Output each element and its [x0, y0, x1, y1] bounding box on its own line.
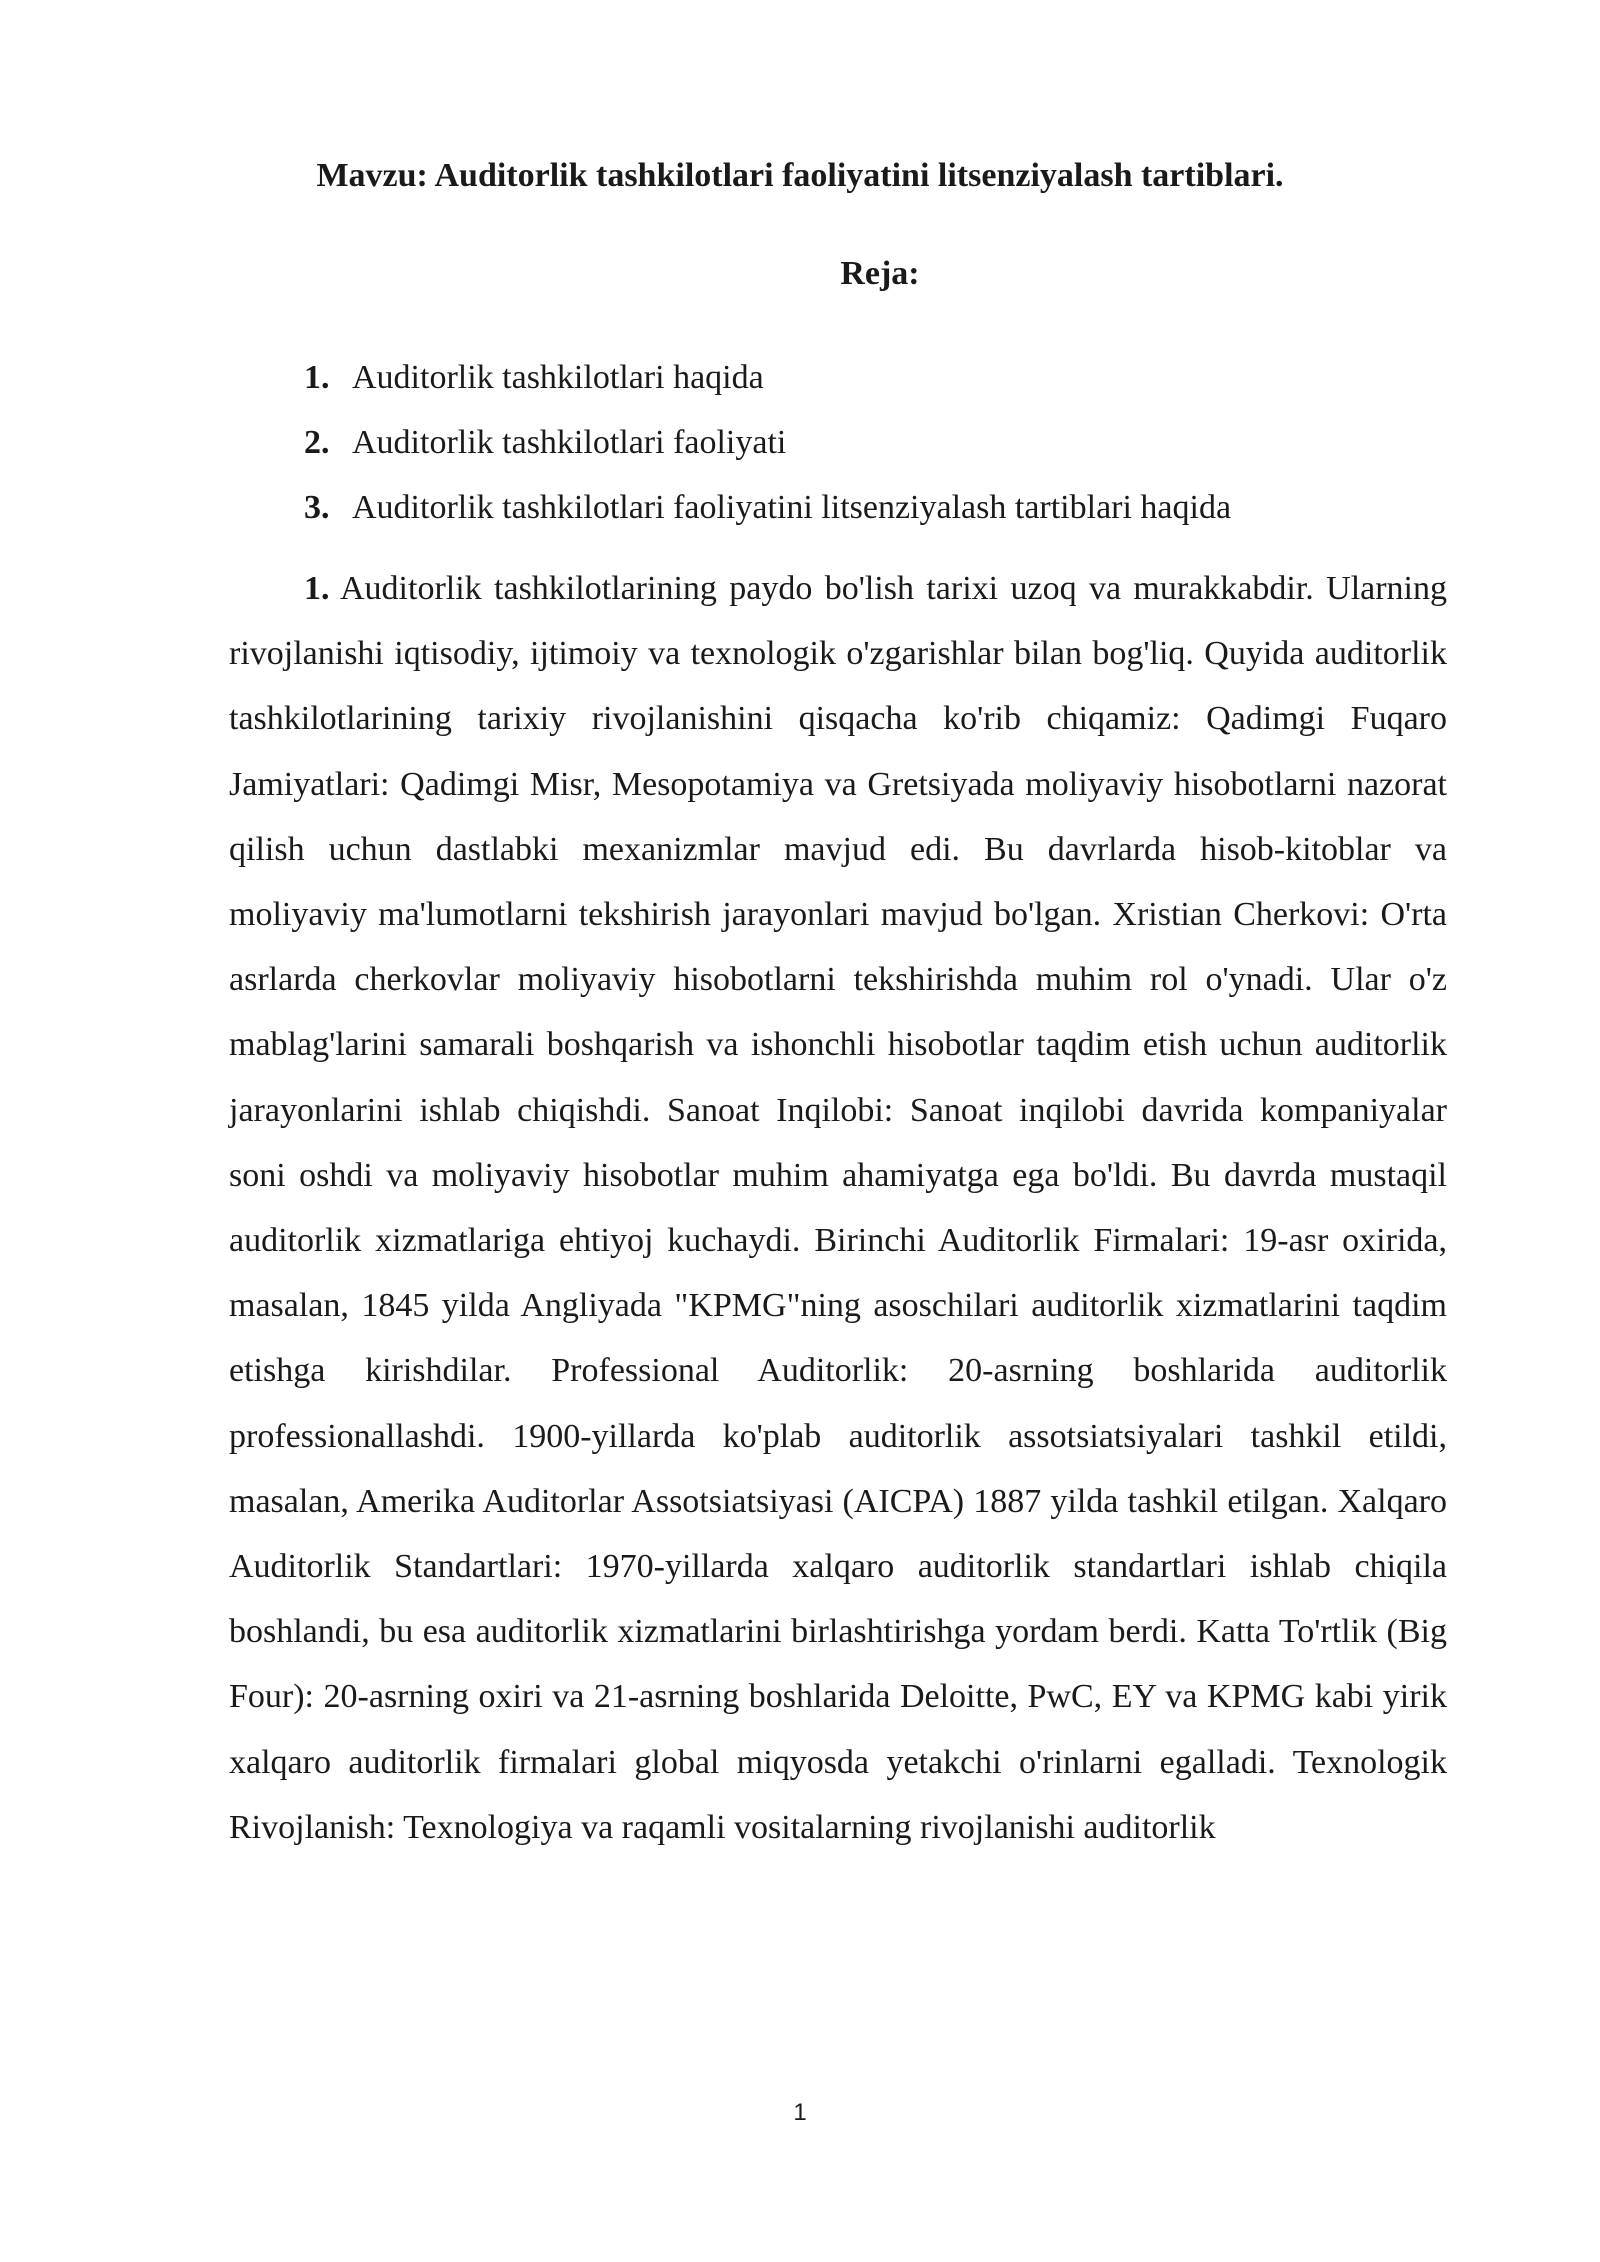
page-title: Mavzu: Auditorlik tashkilotlari faoliyatini litsenziyalash tartiblari.: [316, 157, 1284, 194]
plan-item: [304, 475, 1231, 540]
plan-item: [304, 345, 1231, 410]
page-number: 1: [793, 2099, 807, 2126]
plan-item-text: Auditorlik tashkilotlari faoliyati: [352, 424, 787, 461]
body-paragraph: [229, 556, 1447, 1860]
plan-item: [304, 410, 1231, 475]
section-number: 1.: [304, 570, 330, 607]
plan-item-text: Auditorlik tashkilotlari haqida: [352, 359, 764, 396]
plan-item-number: 3.: [304, 489, 330, 526]
plan-item-text: Auditorlik tashkilotlari faoliyatini litsenziyalash tartiblari haqida: [352, 489, 1232, 526]
plan-list: [304, 345, 1231, 540]
plan-item-number: 1.: [304, 359, 330, 396]
plan-heading: Reja:: [840, 255, 920, 292]
body-text: Auditorlik tashkilotlarining paydo bo'lish tarixi uzoq va murakkabdir. Ularning rivojlanishi iqtisodiy, ijtimoiy va texnologik o'zgarishlar bilan bog'liq. Quyida auditorlik tashkilotlarining tarixiy rivojlanishini qisqacha ko'rib chiqamiz: Qadimgi Fuqaro Jamiyatlari: Qadimgi Misr, Mesopotamiya va Gretsiyada moliyaviy hisobotlarni nazorat qilish uchun dastlabki mexanizmlar mavjud edi. Bu davrlarda hisob-kitoblar va moliyaviy ma'lumotlarni tekshirish jarayonlari mavjud bo'lgan. Xristian Cherkovi: O'rta asrlarda cherkovlar moliyaviy hisobotlarni tekshirishda muhim rol o'ynadi. Ular o'z mablag'larini samarali boshqarish va ishonchli hisobotlar taqdim etish uchun auditorlik jarayonlarini ishlab chiqishdi. Sanoat Inqilobi: Sanoat inqilobi davrida kompaniyalar soni oshdi va moliyaviy hisobotlar muhim ahamiyatga ega bo'ldi. Bu davrda mustaqil auditorlik xizmatlariga ehtiyoj kuchaydi. Birinchi Auditorlik Firmalari: 19-asr oxirida, masalan, 1845 yilda Angliyada "KPMG"ning asoschilari auditorlik xizmatlarini taqdim etishga kirishdilar. Professional Auditorlik: 20-asrning boshlarida auditorlik professionallashdi. 1900-yillarda ko'plab auditorlik assotsiatsiyalari tashkil etildi, masalan, Amerika Auditorlar Assotsiatsiyasi (AICPA) 1887 yilda tashkil etilgan. Xalqaro Auditorlik Standartlari: 1970-yillarda xalqaro auditorlik standartlari ishlab chiqila boshlandi, bu esa auditorlik xizmatlarini birlashtirishga yordam berdi. Katta To'rtlik (Big Four): 20-asrning oxiri va 21-asrning boshlarida Deloitte, PwC, EY va KPMG kabi yirik xalqaro auditorlik firmalari global miqyosda yetakchi o'rinlarni egalladi. Texnologik Rivojlanish: Texnologiya va raqamli vositalarning rivojlanishi auditorlik: [229, 570, 1447, 1846]
plan-item-number: 2.: [304, 424, 330, 461]
